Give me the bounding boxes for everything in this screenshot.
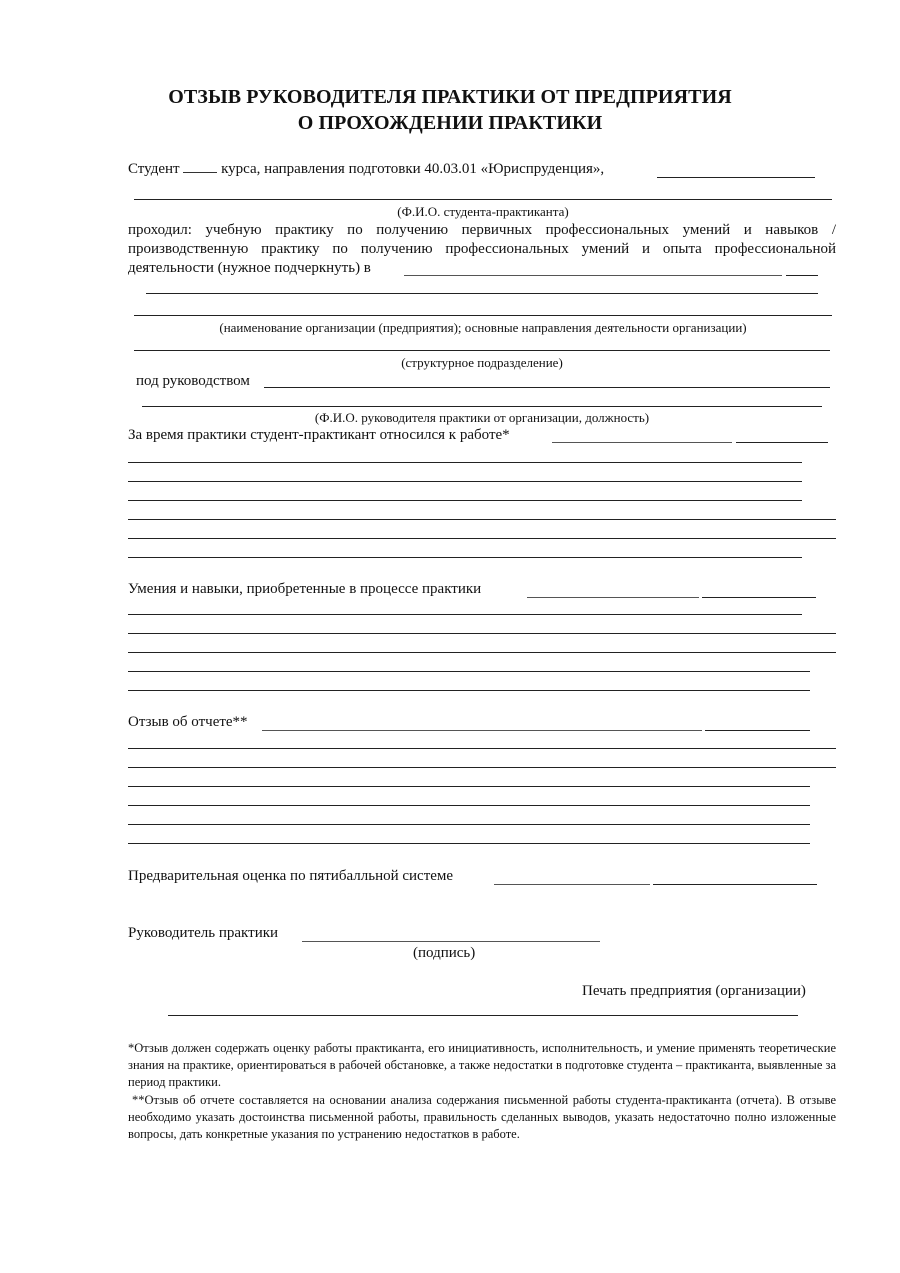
attitude-field-inline-end[interactable] <box>736 442 828 443</box>
student-prefix: Студент <box>128 161 180 177</box>
document-title-line2: О ПРОХОЖДЕНИИ ПРАКТИКИ <box>297 112 603 134</box>
supervisor-field-inline[interactable] <box>264 387 830 388</box>
attitude-field-line3[interactable] <box>128 500 802 501</box>
stamp-label: Печать предприятия (организации) <box>582 983 806 999</box>
skills-field-line1[interactable] <box>128 614 802 615</box>
department-field[interactable] <box>134 350 830 351</box>
practice-text-line2: производственную практику по получению профессиональных умений и опыта профессиональной <box>128 241 836 257</box>
attitude-label: За время практики студент-практикант относился к работе* <box>128 427 510 443</box>
skills-label: Умения и навыки, приобретенные в процессе практики <box>128 581 482 597</box>
report-review-field-line2[interactable] <box>128 767 836 768</box>
grade-label: Предварительная оценка по пятибалльной системе <box>128 868 454 884</box>
skills-field-line5[interactable] <box>128 690 810 691</box>
stamp-line <box>168 1015 798 1016</box>
skills-field-line4[interactable] <box>128 671 810 672</box>
supervisor-caption: (Ф.И.О. руководителя практики от организации, должность) <box>314 410 650 425</box>
report-review-field-line4[interactable] <box>128 805 810 806</box>
report-review-label: Отзыв об отчете** <box>128 714 248 730</box>
course-field[interactable] <box>183 171 217 173</box>
practice-text-line1: проходил: учебную практику по получению первичных профессиональных умений и навыков / <box>128 222 836 238</box>
department-caption: (структурное подразделение) <box>401 355 563 370</box>
organization-field-line1[interactable] <box>146 293 818 294</box>
student-line <box>128 161 604 178</box>
report-review-field-inline-end[interactable] <box>705 730 810 731</box>
grade-field-inline-end[interactable] <box>653 884 817 885</box>
document-title-line1: ОТЗЫВ РУКОВОДИТЕЛЯ ПРАКТИКИ ОТ ПРЕДПРИЯТИЯ <box>168 86 732 108</box>
student-name-caption: (Ф.И.О. студента-практиканта) <box>397 204 569 219</box>
attitude-field-inline[interactable] <box>552 442 732 443</box>
report-review-field-line5[interactable] <box>128 824 810 825</box>
student-name-field[interactable] <box>134 199 832 200</box>
practice-text-line3: деятельности (нужное подчеркнуть) в <box>128 260 371 276</box>
skills-field-inline-end[interactable] <box>702 597 816 598</box>
organization-field-line2[interactable] <box>134 315 832 316</box>
report-review-field-inline[interactable] <box>262 730 702 731</box>
footnote-attitude: *Отзыв должен содержать оценку работы практиканта, его инициативность, исполнительность, и умение применять теоретические знания на практике, ориентироваться в рабочей обстановке, а также недостатки в подготовке студента – практиканта, выявленные за период практики. <box>128 1041 836 1089</box>
attitude-field-line4[interactable] <box>128 519 836 520</box>
report-review-field-line1[interactable] <box>128 748 836 749</box>
attitude-field-line6[interactable] <box>128 557 802 558</box>
attitude-field-line5[interactable] <box>128 538 836 539</box>
organization-field-inline[interactable] <box>404 275 782 276</box>
report-review-field-line3[interactable] <box>128 786 810 787</box>
skills-field-inline[interactable] <box>527 597 699 598</box>
attitude-field-line1[interactable] <box>128 462 802 463</box>
footnote-report-review: **Отзыв об отчете составляется на основании анализа содержания письменной работы студента-практиканта (отчета). В отзыве необходимо указать достоинства письменной работы, правильность сделанных выводов, указать недостаточно полно изложенные вопросы, дать конкретные указания по устранению недостатков в работе. <box>128 1093 836 1141</box>
report-review-field-line6[interactable] <box>128 843 810 844</box>
supervision-label: под руководством <box>136 373 250 389</box>
grade-field-inline[interactable] <box>494 884 650 885</box>
student-name-field-inline[interactable] <box>657 177 815 178</box>
skills-field-line2[interactable] <box>128 633 836 634</box>
student-course-text: курса, направления подготовки 40.03.01 «Юриспруденция», <box>221 161 605 177</box>
signature-field[interactable] <box>302 941 600 942</box>
skills-field-line3[interactable] <box>128 652 836 653</box>
supervisor-sign-label: Руководитель практики <box>128 925 279 941</box>
supervisor-field[interactable] <box>142 406 822 407</box>
organization-caption: (наименование организации (предприятия); основные направления деятельности организации) <box>219 320 747 335</box>
attitude-field-line2[interactable] <box>128 481 802 482</box>
organization-field-inline-end[interactable] <box>786 275 818 276</box>
signature-caption: (подпись) <box>413 945 476 961</box>
